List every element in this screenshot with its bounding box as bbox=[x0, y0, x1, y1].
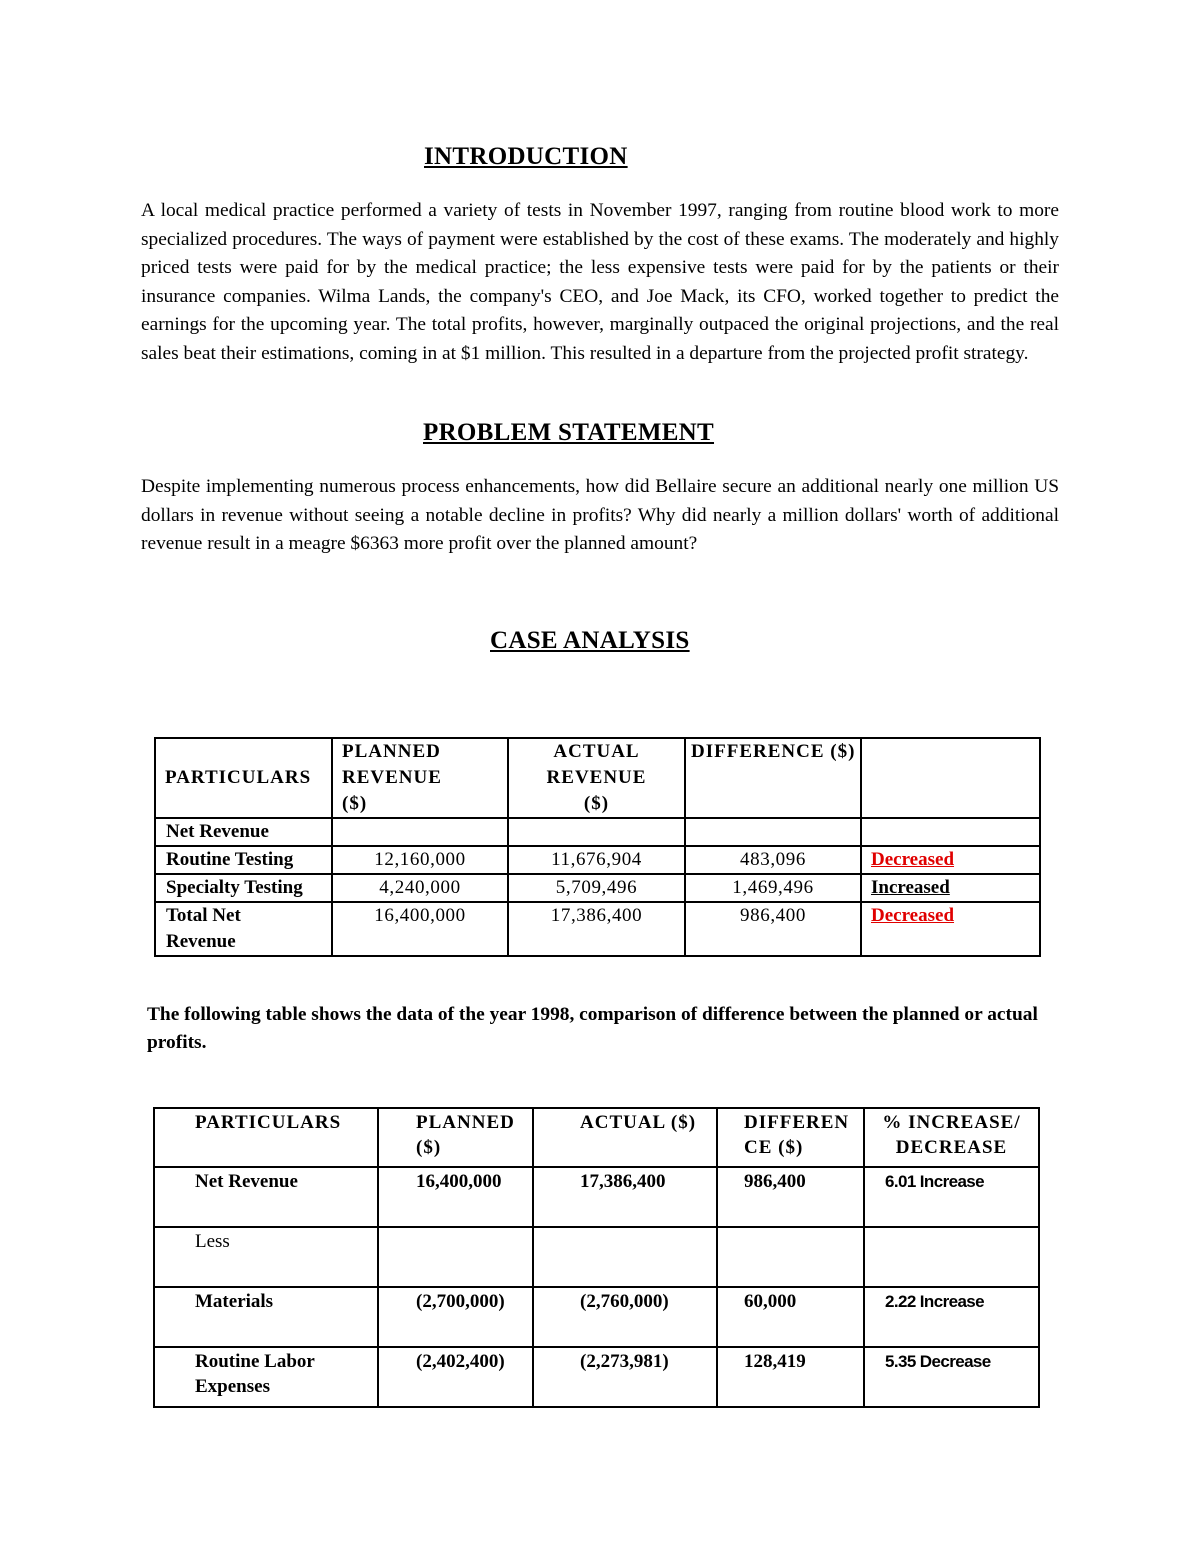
row-particulars: Total Net Revenue bbox=[155, 902, 332, 956]
table-row bbox=[155, 846, 1040, 874]
revenue-table-header-row bbox=[155, 738, 1040, 818]
row-status bbox=[861, 874, 1040, 902]
status-decreased: Decreased bbox=[871, 905, 955, 926]
table-caption: The following table shows the data of the year 1998, comparison of difference between the planned or actual profits. bbox=[147, 1004, 1038, 1053]
problem-statement-heading: PROBLEM STATEMENT bbox=[423, 419, 715, 446]
header-status bbox=[861, 738, 1040, 818]
table-row bbox=[154, 1167, 1039, 1227]
row-particulars: Materials bbox=[154, 1287, 378, 1347]
table-row bbox=[154, 1347, 1039, 1407]
header-planned-line2: REVENUE bbox=[342, 767, 442, 788]
row-difference: 986,400 bbox=[717, 1167, 864, 1227]
row-actual: 11,676,904 bbox=[508, 846, 685, 874]
row-status bbox=[861, 846, 1040, 874]
table-row bbox=[155, 902, 1040, 956]
profit-comparison-table bbox=[153, 1107, 1040, 1408]
row-percent-change: 6.01 Increase bbox=[864, 1167, 1039, 1227]
row-planned: (2,700,000) bbox=[378, 1287, 533, 1347]
header-pct-line2: DECREASE bbox=[895, 1137, 1008, 1158]
row-planned: 12,160,000 bbox=[332, 846, 508, 874]
row-particulars: Net Revenue bbox=[155, 818, 332, 846]
header-difference-line1: DIFFEREN bbox=[744, 1112, 850, 1133]
profit-table-header-row bbox=[154, 1108, 1039, 1167]
row-particulars: Net Revenue bbox=[154, 1167, 378, 1227]
row-particulars: Routine Labor Expenses bbox=[154, 1347, 378, 1407]
table-row bbox=[154, 1227, 1039, 1287]
row-status bbox=[861, 818, 1040, 846]
row-percent-change: 2.22 Increase bbox=[864, 1287, 1039, 1347]
introduction-paragraph: A local medical practice performed a variety of tests in November 1997, ranging from routine blood work to more specialized procedures. The ways of payment were established by the cost of these exams. The moderately and highly priced tests were paid for by the medical practice; the less expensive tests were paid for by the patients or their insurance companies. Wilma Lands, the company's CEO, and Joe Mack, its CFO, worked together to predict the earnings for the upcoming year. The total profits, however, marginally outpaced the original projections, and the real sales beat their estimations, coming in at $1 million. This resulted in a departure from the projected profit strategy. bbox=[141, 200, 1059, 364]
header-particulars: PARTICULARS bbox=[154, 1108, 378, 1167]
introduction-heading: INTRODUCTION bbox=[424, 143, 628, 170]
header-planned-line2: ($) bbox=[416, 1137, 442, 1158]
header-actual-line3: ($) bbox=[583, 793, 610, 814]
row-actual: 5,709,496 bbox=[508, 874, 685, 902]
row-planned bbox=[378, 1227, 533, 1287]
header-planned-revenue bbox=[332, 738, 508, 818]
table-row bbox=[155, 818, 1040, 846]
header-particulars: PARTICULARS bbox=[155, 738, 332, 818]
row-actual bbox=[508, 818, 685, 846]
row-particulars: Routine Testing bbox=[155, 846, 332, 874]
row-planned: 16,400,000 bbox=[378, 1167, 533, 1227]
table-row bbox=[154, 1287, 1039, 1347]
row-planned: 4,240,000 bbox=[332, 874, 508, 902]
header-difference-line2: CE ($) bbox=[744, 1137, 804, 1158]
row-actual: (2,760,000) bbox=[533, 1287, 717, 1347]
row-actual: 17,386,400 bbox=[508, 902, 685, 956]
row-difference: 1,469,496 bbox=[685, 874, 861, 902]
header-actual-revenue bbox=[508, 738, 685, 818]
revenue-table bbox=[154, 737, 1041, 957]
header-planned-line3: ($) bbox=[342, 793, 368, 814]
problem-statement-paragraph: Despite implementing numerous process enhancements, how did Bellaire secure an additional nearly one million US dollars in revenue without seeing a notable decline in profits? Why did nearly a million dollars' worth of additional revenue result in a meagre $6363 more profit over the planned amount? bbox=[141, 476, 1059, 555]
row-percent-change: 5.35 Decrease bbox=[864, 1347, 1039, 1407]
row-status bbox=[861, 902, 1040, 956]
row-actual: 17,386,400 bbox=[533, 1167, 717, 1227]
case-analysis-heading: CASE ANALYSIS bbox=[490, 627, 690, 654]
status-decreased: Decreased bbox=[871, 849, 955, 870]
status-increased: Increased bbox=[871, 877, 950, 898]
header-actual-line1: ACTUAL bbox=[553, 741, 640, 762]
row-difference bbox=[685, 818, 861, 846]
row-planned: 16,400,000 bbox=[332, 902, 508, 956]
row-actual: (2,273,981) bbox=[533, 1347, 717, 1407]
row-difference: 60,000 bbox=[717, 1287, 864, 1347]
header-actual-line2: REVENUE bbox=[546, 767, 647, 788]
header-difference: DIFFERENCE ($) bbox=[685, 738, 861, 818]
row-particulars: Specialty Testing bbox=[155, 874, 332, 902]
row-difference bbox=[717, 1227, 864, 1287]
header-planned-line1: PLANNED bbox=[342, 741, 441, 762]
row-planned: (2,402,400) bbox=[378, 1347, 533, 1407]
row-particulars: Less bbox=[154, 1227, 378, 1287]
header-planned bbox=[378, 1108, 533, 1167]
row-difference: 483,096 bbox=[685, 846, 861, 874]
row-percent-change bbox=[864, 1227, 1039, 1287]
row-planned bbox=[332, 818, 508, 846]
row-difference: 986,400 bbox=[685, 902, 861, 956]
row-actual bbox=[533, 1227, 717, 1287]
header-actual: ACTUAL ($) bbox=[533, 1108, 717, 1167]
row-difference: 128,419 bbox=[717, 1347, 864, 1407]
header-difference bbox=[717, 1108, 864, 1167]
header-planned-line1: PLANNED bbox=[416, 1112, 515, 1133]
header-percent-change bbox=[864, 1108, 1039, 1167]
header-pct-line1: % INCREASE/ bbox=[882, 1112, 1021, 1133]
table-row bbox=[155, 874, 1040, 902]
